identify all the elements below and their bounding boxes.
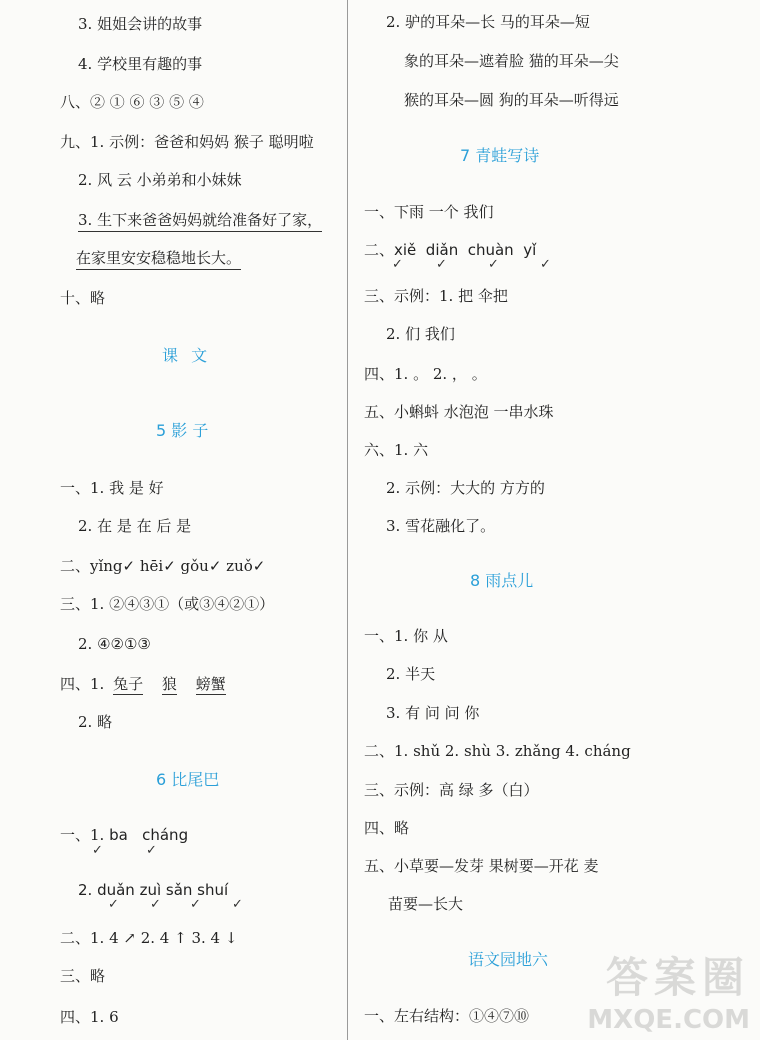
- answer-line: 一、左右结构：①④⑦⑩: [364, 1007, 530, 1025]
- answer-line: 2. 略: [78, 713, 113, 731]
- underlined-word: 兔子: [113, 675, 144, 693]
- answer-line: 3. 姐姐会讲的故事: [78, 15, 203, 33]
- answer-line: 苗要—长大: [388, 895, 464, 913]
- answer-line: 三、略: [60, 967, 106, 985]
- answer-line: 2. ④②①③: [78, 635, 151, 653]
- lesson-title: 8 雨点儿: [470, 571, 534, 590]
- answer-line: 2. 们 我们: [386, 325, 455, 343]
- answer-line: 十、略: [60, 289, 106, 307]
- answer-line: 2. 驴的耳朵—长 马的耳朵—短: [386, 13, 590, 31]
- check-mark-icon: ✓: [488, 257, 499, 272]
- pinyin-answer: ba cháng: [109, 826, 189, 844]
- answer-line: 2. 示例：大大的 方方的: [386, 479, 545, 497]
- section-title: 语文园地六: [468, 950, 549, 969]
- check-mark-icon: ✓: [150, 897, 161, 912]
- watermark-text: 答案圈: [605, 953, 750, 1002]
- lesson-title: 5 影 子: [156, 421, 209, 440]
- watermark-logo: [587, 945, 750, 1035]
- answer-line: 二、1. shǔ 2. shù 3. zhǎng 4. cháng: [364, 742, 631, 760]
- answer-line: 3. 有 问 问 你: [386, 704, 480, 722]
- answer-line: 三、示例：高 绿 多（白）: [364, 781, 539, 799]
- pinyin-answer: 2. duǎn zuì sǎn shuí: [78, 881, 229, 899]
- answer-line: 五、小草要—发芽 果树要—开花 麦: [364, 857, 599, 875]
- answer-line: 九、1. 示例：爸爸和妈妈 猴子 聪明啦: [60, 133, 314, 151]
- item-prefix: 四、1.: [60, 675, 105, 693]
- answer-line: 2. 在 是 在 后 是: [78, 517, 192, 535]
- check-mark-icon: ✓: [540, 257, 551, 272]
- answer-line: 四、1. 。 2. ， 。: [364, 365, 487, 383]
- check-mark-icon: ✓: [190, 897, 201, 912]
- check-mark-icon: ✓: [232, 897, 243, 912]
- answer-line: 三、示例：1. 把 伞把: [364, 287, 508, 305]
- item-prefix: 一、1.: [60, 826, 105, 844]
- answer-line: 三、1. ②④③①（或③④②①）: [60, 595, 275, 613]
- check-mark-icon: ✓: [146, 843, 157, 858]
- answer-line: 一、下雨 一个 我们: [364, 203, 494, 221]
- check-mark-icon: ✓: [392, 257, 403, 272]
- answer-line: 二、1. 4 ↗ 2. 4 ↑ 3. 4 ↓: [60, 929, 238, 947]
- underlined-word: 螃蟹: [195, 675, 226, 693]
- answer-line: 猴的耳朵—圆 狗的耳朵—听得远: [404, 91, 619, 109]
- answer-line: 六、1. 六: [364, 441, 429, 459]
- lesson-title: 6 比尾巴: [156, 770, 220, 789]
- answer-line: 2. 风 云 小弟弟和小妹妹: [78, 171, 242, 189]
- underlined-answer: 3. 生下来爸爸妈妈就给准备好了家，: [78, 210, 322, 232]
- answer-line: 五、小蝌蚪 水泡泡 一串水珠: [364, 403, 554, 421]
- answer-line: [60, 674, 226, 694]
- answer-line: 八、② ① ⑥ ③ ⑤ ④: [60, 93, 204, 111]
- column-divider: [347, 0, 348, 1040]
- answer-line: 象的耳朵—遮着脸 猫的耳朵—尖: [404, 52, 619, 70]
- answer-line: 四、1. 6: [60, 1008, 119, 1026]
- answer-line: [60, 825, 188, 845]
- watermark-url: MXQE.COM: [587, 1005, 750, 1035]
- check-mark-icon: ✓: [436, 257, 447, 272]
- answer-line: 一、1. 你 从: [364, 627, 448, 645]
- lesson-title: 7 青蛙写诗: [460, 146, 540, 165]
- check-mark-icon: ✓: [108, 897, 119, 912]
- check-mark-icon: ✓: [92, 843, 103, 858]
- answer-line: 4. 学校里有趣的事: [78, 55, 203, 73]
- answer-line: 2. 半天: [386, 665, 436, 683]
- answer-line: 四、略: [364, 819, 410, 837]
- underlined-word: 狼: [161, 675, 177, 693]
- answer-line: 二、yǐng✓ hēi✓ gǒu✓ zuǒ✓: [60, 557, 266, 575]
- section-title: 课 文: [162, 346, 212, 365]
- answer-line: 一、1. 我 是 好: [60, 479, 164, 497]
- answer-line: 3. 雪花融化了。: [386, 517, 496, 535]
- pinyin-answer: 二、xiě diǎn chuàn yǐ: [364, 241, 537, 259]
- underlined-answer: 在家里安安稳稳地长大。: [76, 248, 241, 270]
